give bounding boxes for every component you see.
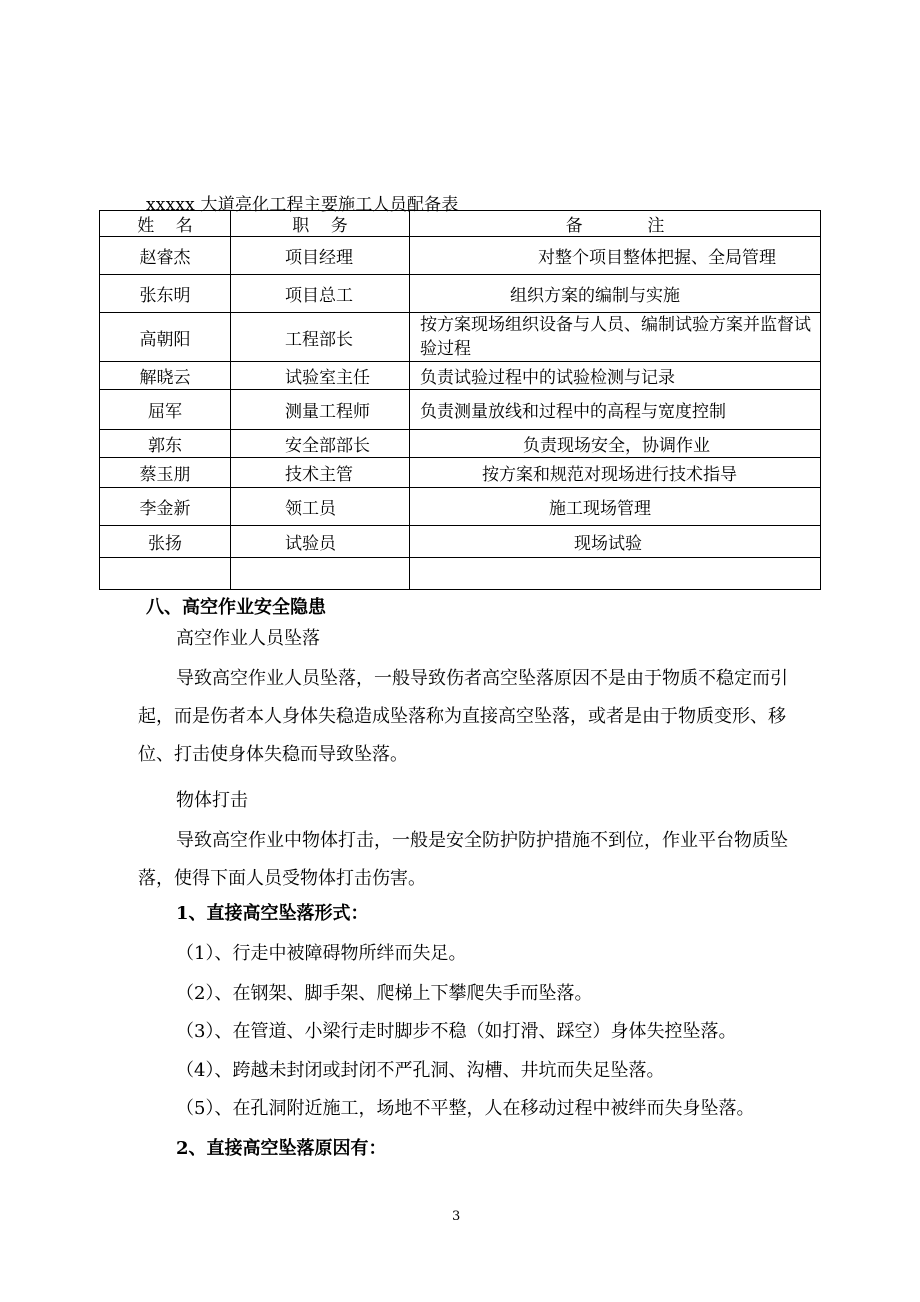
list-item: （5）、在孔洞附近施工，场地不平整，人在移动过程中被绊而失身坠落。 bbox=[176, 1098, 755, 1119]
subsection-title-fall: 高空作业人员坠落 bbox=[176, 628, 320, 649]
row-name: 李金新 bbox=[100, 488, 231, 526]
row-position: 项目经理 bbox=[285, 248, 353, 268]
row-position: 试验室主任 bbox=[285, 368, 370, 388]
row-note: 施工现场管理 bbox=[410, 488, 821, 526]
table-row bbox=[100, 237, 821, 275]
row-name: 张扬 bbox=[100, 526, 231, 558]
table-row bbox=[100, 313, 821, 362]
header-name: 姓 名 bbox=[100, 211, 231, 237]
row-note: 负责现场安全，协调作业 bbox=[410, 430, 821, 458]
table-row bbox=[100, 362, 821, 390]
table-title: xxxxx 大道亮化工程主要施工人员配备表 bbox=[146, 195, 459, 215]
paragraph-fall: 导致高空作业人员坠落，一般导致伤者高空坠落原因不是由于物质不稳定而引起，而是伤者本人身体失稳造成坠落称为直接高空坠落，或者是由于物质变形、移位、打击使身体失稳而导致坠落。 bbox=[138, 668, 788, 765]
row-name: 郭东 bbox=[100, 430, 231, 458]
list-item: （4）、跨越未封闭或封闭不严孔洞、沟槽、井坑而失足坠落。 bbox=[176, 1060, 665, 1081]
staff-table bbox=[99, 210, 821, 590]
row-note: 负责试验过程中的试验检测与记录 bbox=[410, 362, 821, 390]
subsection-title-strike: 物体打击 bbox=[176, 790, 248, 811]
table-row bbox=[100, 430, 821, 458]
row-note: 按方案和规范对现场进行技术指导 bbox=[410, 458, 821, 488]
row-name: 高朝阳 bbox=[100, 313, 231, 362]
row-position: 试验员 bbox=[285, 534, 336, 554]
section-heading: 八、高空作业安全隐患 bbox=[146, 597, 326, 618]
table-row bbox=[100, 488, 821, 526]
paragraph-strike: 导致高空作业中物体打击，一般是安全防护防护措施不到位，作业平台物质坠落，使得下面人员受物体打击伤害。 bbox=[138, 830, 788, 889]
list-item: （3）、在管道、小梁行走时脚步不稳（如打滑、踩空）身体失控坠落。 bbox=[176, 1021, 737, 1042]
row-name: 屈军 bbox=[100, 390, 231, 430]
list-item: （2）、在钢架、脚手架、爬梯上下攀爬失手而坠落。 bbox=[176, 983, 593, 1004]
row-position: 领工员 bbox=[285, 499, 336, 519]
row-name: 蔡玉朋 bbox=[100, 458, 231, 488]
table-row-empty bbox=[100, 558, 821, 590]
table-row bbox=[100, 458, 821, 488]
row-name: 赵睿杰 bbox=[100, 237, 231, 275]
row-note: 按方案现场组织设备与人员、编制试验方案并监督试验过程 bbox=[420, 315, 811, 359]
row-name: 解晓云 bbox=[100, 362, 231, 390]
table-row bbox=[100, 275, 821, 313]
header-note: 备 注 bbox=[410, 211, 821, 237]
row-note: 现场试验 bbox=[410, 526, 821, 558]
row-position: 安全部部长 bbox=[285, 436, 370, 456]
row-position: 项目总工 bbox=[285, 286, 353, 306]
list-item: （1）、行走中被障碍物所绊而失足。 bbox=[176, 943, 467, 964]
table-row bbox=[100, 526, 821, 558]
list1-title: 1、直接高空坠落形式： bbox=[176, 903, 369, 924]
table-row bbox=[100, 390, 821, 430]
row-position: 测量工程师 bbox=[285, 402, 370, 422]
row-position: 技术主管 bbox=[285, 465, 353, 485]
row-note: 对整个项目整体把握、全局管理 bbox=[410, 237, 821, 275]
row-position: 工程部长 bbox=[285, 329, 353, 350]
header-position: 职 务 bbox=[231, 211, 410, 237]
table-header-row bbox=[100, 211, 821, 237]
list2-title: 2、直接高空坠落原因有： bbox=[176, 1138, 387, 1159]
row-note: 负责测量放线和过程中的高程与宽度控制 bbox=[410, 390, 821, 430]
page-number: 3 bbox=[452, 1209, 461, 1224]
row-name: 张东明 bbox=[100, 275, 231, 313]
row-note: 组织方案的编制与实施 bbox=[410, 275, 821, 313]
